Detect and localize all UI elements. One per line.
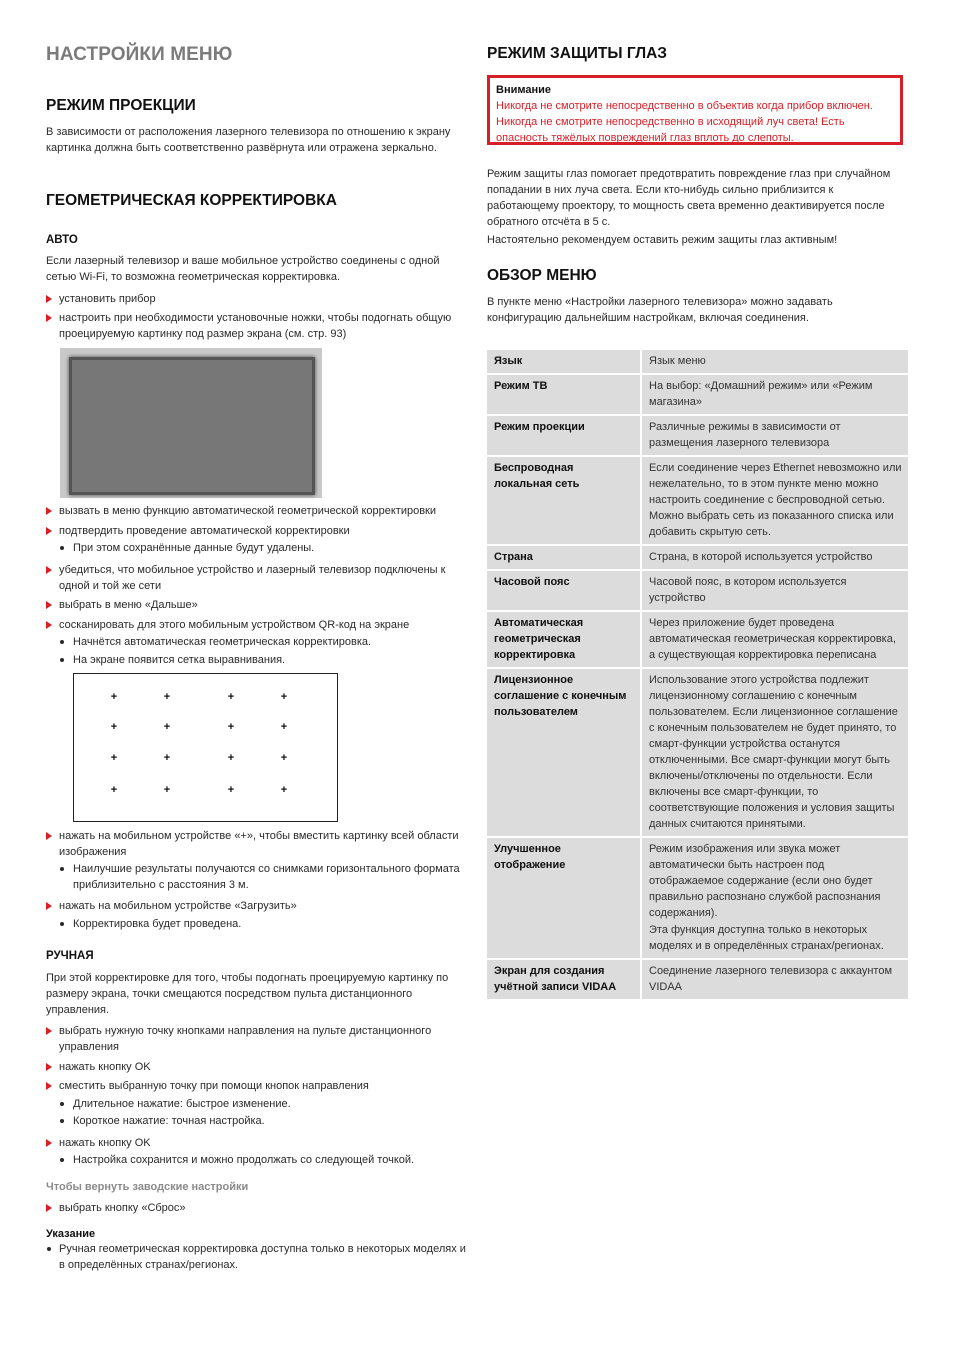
auto-step-9: нажать на мобильном устройстве «Загрузить» bbox=[46, 898, 467, 914]
grid-point-icon: + bbox=[280, 691, 288, 703]
grid-point-icon: + bbox=[227, 721, 235, 733]
manual-text: При этой корректировке для того, чтобы подогнать проецируемую картинку по размеру экрана, точки смещаются посредством пульта дистанционного управления. bbox=[46, 972, 449, 1016]
grid-point-icon: + bbox=[163, 784, 171, 796]
grid-point-icon: + bbox=[280, 721, 288, 733]
grid-point-icon: + bbox=[163, 752, 171, 764]
row-value: На выбор: «Домашний режим» или «Режим магазина» bbox=[642, 375, 908, 416]
warning-box bbox=[487, 75, 903, 145]
manual-step-2: нажать кнопку OK bbox=[46, 1059, 467, 1075]
row-key: Автоматическая геометрическая корректировка bbox=[487, 612, 642, 669]
manual-step-4-note: Настройка сохранится и можно продолжать со следующей точкой. bbox=[46, 1152, 481, 1168]
auto-step-5: убедиться, что мобильное устройство и лазерный телевизор подключены к одной и той же сети bbox=[46, 562, 467, 594]
arrow-icon bbox=[46, 314, 52, 322]
auto-step-2: настроить при необходимости установочные ножки, чтобы подогнать общую проецируемую картинку под размер экрана (см. стр. 93) bbox=[46, 310, 467, 342]
auto-step-4: подтвердить проведение автоматической корректировки bbox=[46, 523, 467, 539]
auto-step-7-note-1: Начнётся автоматическая геометрическая корректировка. bbox=[46, 634, 467, 650]
eye-protection-text: Режим защиты глаз помогает предотвратить повреждение глаз при случайном попадании в них луча света. Если кто-нибудь сильно приблизится к работающему проектору, то мощность света временно деактивируется после обратного отсчёта в 5 с. bbox=[487, 168, 891, 228]
table-row bbox=[487, 546, 908, 571]
manual-step-1: выбрать нужную точку кнопками направления на пульте дистанционного управления bbox=[46, 1023, 467, 1055]
row-key: Часовой пояс bbox=[487, 571, 642, 612]
reset-step: выбрать кнопку «Сброс» bbox=[46, 1200, 467, 1216]
grid-point-icon: + bbox=[227, 784, 235, 796]
table-row bbox=[487, 375, 908, 416]
grid-point-icon: + bbox=[227, 752, 235, 764]
warning-title: Внимание bbox=[496, 84, 551, 96]
auto-step-6: выбрать в меню «Дальше» bbox=[46, 597, 467, 613]
row-value: Страна, в которой используется устройство bbox=[642, 546, 908, 571]
table-row bbox=[487, 350, 908, 375]
auto-text: Если лазерный телевизор и ваше мобильное устройство соединены с одной сетью Wi-Fi, то возможна геометрическая корректировка. bbox=[46, 255, 440, 283]
manual-heading: РУЧНАЯ bbox=[46, 950, 94, 962]
row-key: Режим проекции bbox=[487, 416, 642, 457]
grid-point-icon: + bbox=[280, 784, 288, 796]
projection-text: В зависимости от расположения лазерного телевизора по отношению к экрану картинка должна быть соответственно развёрнута или отражена зеркально. bbox=[46, 126, 451, 154]
row-key: Режим ТВ bbox=[487, 375, 642, 416]
arrow-icon bbox=[46, 1063, 52, 1071]
row-value: Если соединение через Ethernet невозможно или нежелательно, то в этом пункте меню можно настроить соединение с беспроводной сетью. Можно выбрать сеть из показанного списка или добавить скрытую сеть. bbox=[642, 457, 908, 546]
row-value: Соединение лазерного телевизора с аккаунтом VIDAA bbox=[642, 960, 908, 1001]
projector-screen-image bbox=[60, 348, 322, 498]
arrow-icon bbox=[46, 902, 52, 910]
manual-step-3: сместить выбранную точку при помощи кнопок направления bbox=[46, 1078, 467, 1094]
arrow-icon bbox=[46, 507, 52, 515]
reset-heading: Чтобы вернуть заводские настройки bbox=[46, 1181, 249, 1193]
auto-heading: АВТО bbox=[46, 234, 78, 246]
manual-step-4: нажать кнопку OK bbox=[46, 1135, 467, 1151]
row-key: Язык bbox=[487, 350, 642, 375]
grid-point-icon: + bbox=[163, 721, 171, 733]
row-value: Различные режимы в зависимости от размещения лазерного телевизора bbox=[642, 416, 908, 457]
table-row bbox=[487, 416, 908, 457]
manual-step-3-note-1: Длительное нажатие: быстрое изменение. bbox=[46, 1096, 467, 1112]
auto-step-4-note: При этом сохранённые данные будут удалены. bbox=[46, 540, 467, 556]
grid-point-icon: + bbox=[110, 784, 118, 796]
geometry-heading: ГЕОМЕТРИЧЕСКАЯ КОРРЕКТИРОВКА bbox=[46, 192, 337, 209]
arrow-icon bbox=[46, 295, 52, 303]
menu-overview-table bbox=[487, 350, 908, 1001]
auto-step-7: сосканировать для этого мобильным устройством QR-код на экране bbox=[46, 617, 467, 633]
auto-step-8-note: Наилучшие результаты получаются со снимками горизонтального формата приблизительно с расстояния 3 м. bbox=[46, 861, 467, 893]
arrow-icon bbox=[46, 621, 52, 629]
table-row bbox=[487, 669, 908, 838]
auto-step-3: вызвать в меню функцию автоматической геометрической корректировки bbox=[46, 503, 479, 519]
auto-step-1: установить прибор bbox=[46, 291, 467, 307]
row-key: Лицензионное соглашение с конечным пользователем bbox=[487, 669, 642, 838]
row-value: Через приложение будет проведена автоматическая геометрическая корректировка, а существующая корректировка переписана bbox=[642, 612, 908, 669]
menu-overview-text: В пункте меню «Настройки лазерного телевизора» можно задавать конфигурацию дальнейшим настройкам, включая соединения. bbox=[487, 296, 833, 324]
note-heading: Указание bbox=[46, 1228, 96, 1240]
grid-point-icon: + bbox=[110, 691, 118, 703]
projection-heading: РЕЖИМ ПРОЕКЦИИ bbox=[46, 97, 196, 114]
arrow-icon bbox=[46, 527, 52, 535]
eye-protection-recommendation: Настоятельно рекомендуем оставить режим защиты глаз активным! bbox=[487, 234, 838, 246]
arrow-icon bbox=[46, 1082, 52, 1090]
arrow-icon bbox=[46, 1027, 52, 1035]
manual-step-3-note-2: Короткое нажатие: точная настройка. bbox=[46, 1113, 467, 1129]
table-row bbox=[487, 960, 908, 1001]
row-key: Экран для создания учётной записи VIDAA bbox=[487, 960, 642, 1001]
warning-text: Никогда не смотрите непосредственно в объектив когда прибор включен. Никогда не смотрите непосредственно в исходящий луч света! Есть опасность тяжёлых повреждений глаз вплоть до слепоты. bbox=[496, 100, 873, 144]
row-key: Улучшенное отображение bbox=[487, 838, 642, 960]
grid-point-icon: + bbox=[227, 691, 235, 703]
arrow-icon bbox=[46, 832, 52, 840]
arrow-icon bbox=[46, 566, 52, 574]
row-value: Часовой пояс, в котором используется устройство bbox=[642, 571, 908, 612]
projected-picture bbox=[69, 357, 315, 495]
arrow-icon bbox=[46, 1204, 52, 1212]
table-row bbox=[487, 838, 908, 960]
row-value: Режим изображения или звука может автоматически быть настроен под отображаемое содержание (если оно будет правильно распознано службой распознания содержания). Эта функция доступна только в некоторых моделях и в определённых странах/регионах. bbox=[642, 838, 908, 960]
grid-point-icon: + bbox=[280, 752, 288, 764]
row-key: Страна bbox=[487, 546, 642, 571]
table-row bbox=[487, 612, 908, 669]
auto-step-8: нажать на мобильном устройстве «+», чтобы вместить картинку всей области изображения bbox=[46, 828, 467, 860]
note-text: Ручная геометрическая корректировка доступна только в некоторых моделях и в определённых странах/регионах. bbox=[46, 1241, 467, 1273]
row-value: Язык меню bbox=[642, 350, 908, 375]
arrow-icon bbox=[46, 1139, 52, 1147]
auto-step-9-note: Корректировка будет проведена. bbox=[46, 916, 467, 932]
row-value: Использование этого устройства подлежит лицензионному соглашению с конечным пользователем. Если лицензионное соглашение с конечным пользователем не будет принято, то смарт-функции устройства останутся отключенными. Все смарт-функции могут быть включены/отключены по отдельности. Если включены все смарт-функции, то соответствующие положения и условия защиты данных считаются принятыми. bbox=[642, 669, 908, 838]
grid-point-icon: + bbox=[163, 691, 171, 703]
table-row bbox=[487, 457, 908, 546]
alignment-grid bbox=[73, 673, 338, 822]
row-key: Беспроводная локальная сеть bbox=[487, 457, 642, 546]
page-title: НАСТРОЙКИ МЕНЮ bbox=[46, 44, 233, 65]
eye-protection-heading: РЕЖИМ ЗАЩИТЫ ГЛАЗ bbox=[487, 45, 668, 62]
table-row bbox=[487, 571, 908, 612]
arrow-icon bbox=[46, 601, 52, 609]
auto-step-7-note-2: На экране появится сетка выравнивания. bbox=[46, 652, 467, 668]
grid-point-icon: + bbox=[110, 721, 118, 733]
grid-point-icon: + bbox=[110, 752, 118, 764]
menu-overview-heading: ОБЗОР МЕНЮ bbox=[487, 267, 597, 284]
